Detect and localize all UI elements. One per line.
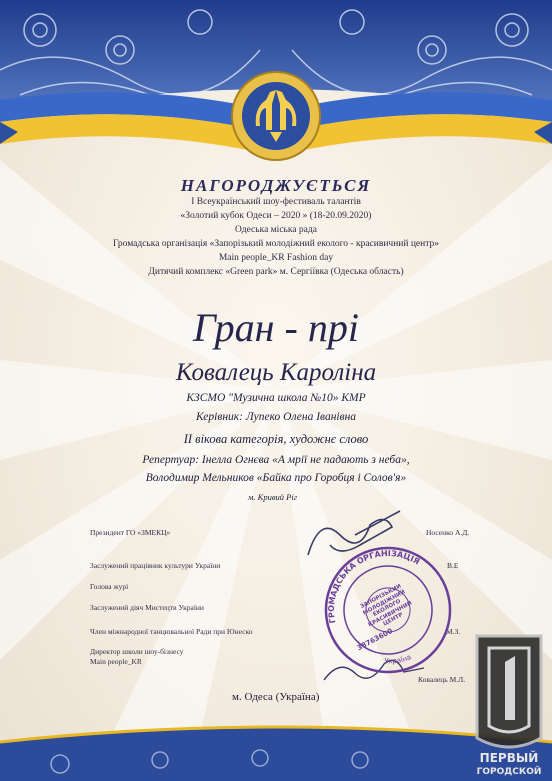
recipient-city: м. Кривий Ріг bbox=[248, 492, 298, 502]
signatory-title: Заслужений діяч Мистецтв України bbox=[90, 603, 204, 612]
signatory-title: Main people_KR bbox=[90, 657, 142, 666]
signatory-title: Голова журі bbox=[90, 582, 129, 591]
organizer-line: Main people_KR Fashion day bbox=[218, 253, 334, 263]
event-line: «Золотий кубок Одеси – 2020 » (18-20.09.2020) bbox=[180, 211, 372, 221]
signatory-name: Ковалець М.Л. bbox=[418, 675, 466, 684]
repertoire-line: Володимир Мельников «Байка про Горобця і Солов'я» bbox=[145, 472, 407, 484]
issue-place: м. Одеса (Україна) bbox=[232, 691, 320, 703]
signatory-title: Президент ГО «ЗМЕКЦ» bbox=[90, 528, 171, 537]
signatory-name: В.Е bbox=[447, 561, 459, 570]
award-name: Гран - прі bbox=[193, 305, 359, 350]
signatory-title: Заслужений працівник культури України bbox=[90, 561, 221, 570]
category: ІІ вікова категорія, художнє слово bbox=[183, 432, 369, 446]
repertoire-line: Репертуар: Інелла Огнєва «А мрії не падають з неба», bbox=[142, 454, 410, 466]
stamp-code: 38763600 bbox=[355, 626, 394, 653]
watermark-line2: ГОРОДСКОЙ bbox=[476, 767, 542, 777]
stamp-outer-text: ГРОМАДСЬКА ОРГАНІЗАЦІЯ bbox=[326, 548, 422, 625]
watermark-line1: ПЕРВЫЙ bbox=[479, 751, 539, 765]
signatory-name: Носенко А.Д. bbox=[426, 528, 470, 537]
organizer-line: Одеська міська рада bbox=[235, 225, 317, 235]
trident-emblem-icon bbox=[228, 70, 324, 162]
organizer-line: Дитячий комплекс «Green park» м. Сергіївка (Одеська область) bbox=[148, 267, 404, 277]
signatory-title: Член міжнародної танцювальної Ради при Юнеско bbox=[90, 627, 253, 636]
channel-watermark-logo bbox=[469, 628, 549, 778]
school-name: КЗСМО "Музична школа №10» КМР bbox=[186, 392, 366, 404]
recipient-name: Ковалець Кароліна bbox=[175, 359, 377, 386]
organization-stamp-icon bbox=[318, 540, 461, 680]
signatory-name: М.З. bbox=[446, 627, 461, 636]
award-title: НАГОРОДЖУЄТЬСЯ bbox=[180, 176, 372, 195]
signatory-title: Директор школи шоу-бізнесу bbox=[90, 647, 184, 656]
event-line: І Всеукраїнський шоу-фестиваль талантів bbox=[191, 197, 361, 207]
organizer-line: Громадська організація «Запорізький молодіжний еколого - красивичний центр» bbox=[113, 239, 439, 249]
leader-name: Керівник: Лупеко Олена Іванівна bbox=[195, 411, 357, 423]
stamp-city: Україна bbox=[383, 653, 413, 666]
stamp-inner-text: ЗАПОРІЗЬКИЙ МОЛОДІЖНИЙ ЕКОЛОГО КРАСИВИЧНИЙ ЦЕНТР bbox=[359, 583, 413, 629]
